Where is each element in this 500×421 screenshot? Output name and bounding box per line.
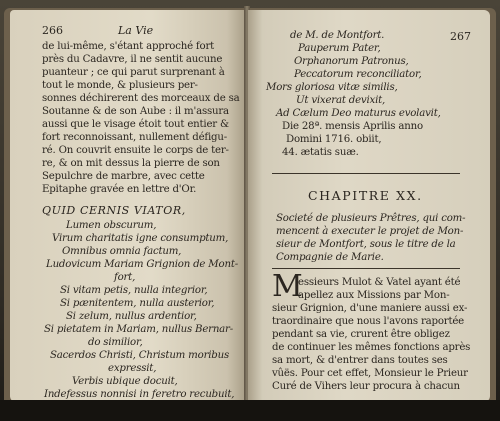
text-line: tout le monde, & plusieurs per- xyxy=(42,80,198,91)
right-page-number: 267 xyxy=(450,30,471,43)
epitaph-line: Si pænitentem, nulla austerior, xyxy=(60,298,215,309)
left-page xyxy=(10,10,246,402)
chapter-rule-top xyxy=(272,173,460,174)
epitaph-line: Peccatorum reconciliator, xyxy=(294,69,422,80)
text-line: sieur Grignion, d'une maniere aussi ex- xyxy=(272,303,468,314)
epitaph-line: Ludovicum Mariam Grignion de Mont- xyxy=(46,259,238,270)
table-shadow xyxy=(0,400,500,421)
text-line: Curé de Vihers leur procura à chacun xyxy=(272,381,460,392)
text-line: traordinaire que nous l'avons raportée xyxy=(272,316,464,327)
epitaph-line: Pauperum Pater, xyxy=(298,43,381,54)
epitaph-line: Lumen obscurum, xyxy=(66,220,157,231)
epitaph-line: Verbis ubique docuit, xyxy=(72,376,178,387)
left-page-number: 266 xyxy=(42,24,63,37)
epitaph-line: Indefessus nonnisi in feretro recubuit, xyxy=(44,389,235,400)
epitaph-line: do similior, xyxy=(88,337,143,348)
summary-line: Societé de plusieurs Prêtres, qui com- xyxy=(276,213,466,224)
epitaph-line: Si vitam petis, nulla integrior, xyxy=(60,285,208,296)
text-line: fort reconnoissant, nullement défigu- xyxy=(42,132,227,143)
text-line: Epitaphe gravée en lettre d'Or. xyxy=(42,184,197,195)
text-line: aussi que le visage étoit tout entier & xyxy=(42,119,229,130)
text-line: pendant sa vie, crurent être obligez xyxy=(272,329,450,340)
epitaph-line: Die 28ª. mensis Aprilis anno xyxy=(282,121,423,132)
text-line: près du Cadavre, il ne sentit aucune xyxy=(42,54,223,65)
epitaph-line: Mors gloriosa vitæ similis, xyxy=(266,82,398,93)
text-line: vûës. Pour cet effet, Monsieur le Prieur xyxy=(272,368,468,379)
text-line: essieurs Mulot & Vatel ayant été xyxy=(298,277,461,288)
epitaph-line: Virum charitatis igne consumptum, xyxy=(52,233,229,244)
right-page xyxy=(248,10,490,402)
text-line: de lui-même, s'étant approché fort xyxy=(42,41,215,52)
text-line: apellez aux Missions par Mon- xyxy=(298,290,450,301)
epitaph-line: Omnibus omnia factum, xyxy=(62,246,182,257)
epitaph-line: expressit, xyxy=(108,363,157,374)
left-running-head: La Vie xyxy=(118,24,154,37)
text-line: Sepulchre de marbre, avec cette xyxy=(42,171,205,182)
text-line: Soutanne & de son Aube : il m'assura xyxy=(42,106,229,117)
drop-cap: M xyxy=(272,269,303,304)
epitaph-heading: QUID CERNIS VIATOR, xyxy=(42,204,186,217)
epitaph-line: 44. ætatis suæ. xyxy=(282,147,359,158)
epitaph-line: Orphanorum Patronus, xyxy=(294,56,409,67)
text-line: de continuer les mêmes fonctions après xyxy=(272,342,471,353)
summary-line: Compagnie de Marie. xyxy=(276,252,384,263)
epitaph-line: Si zelum, nullus ardentior, xyxy=(66,311,197,322)
epitaph-line: fort, xyxy=(114,272,136,283)
text-line: sonnes déchirerent des morceaux de sa xyxy=(42,93,240,104)
text-line: ré. On couvrit ensuite le corps de ter- xyxy=(42,145,229,156)
epitaph-line: Ut vixerat devixit, xyxy=(296,95,386,106)
epitaph-line: Domini 1716. obiit, xyxy=(286,134,382,145)
text-line: re, & on mit dessus la pierre de son xyxy=(42,158,220,169)
epitaph-line: Ad Cælum Deo maturus evolavit, xyxy=(276,108,441,119)
summary-line: sieur de Montfort, sous le titre de la xyxy=(276,239,456,250)
epitaph-line: de M. de Montfort. xyxy=(290,30,385,41)
epitaph-line: Si pietatem in Mariam, nullus Bernar- xyxy=(44,324,233,335)
chapter-title: CHAPITRE XX. xyxy=(308,188,423,203)
text-line: puanteur ; ce qui parut surprenant à xyxy=(42,67,225,78)
epitaph-line: Sacerdos Christi, Christum moribus xyxy=(50,350,230,361)
text-line: sa mort, & d'entrer dans toutes ses xyxy=(272,355,448,366)
summary-line: mencent à executer le projet de Mon- xyxy=(276,226,464,237)
